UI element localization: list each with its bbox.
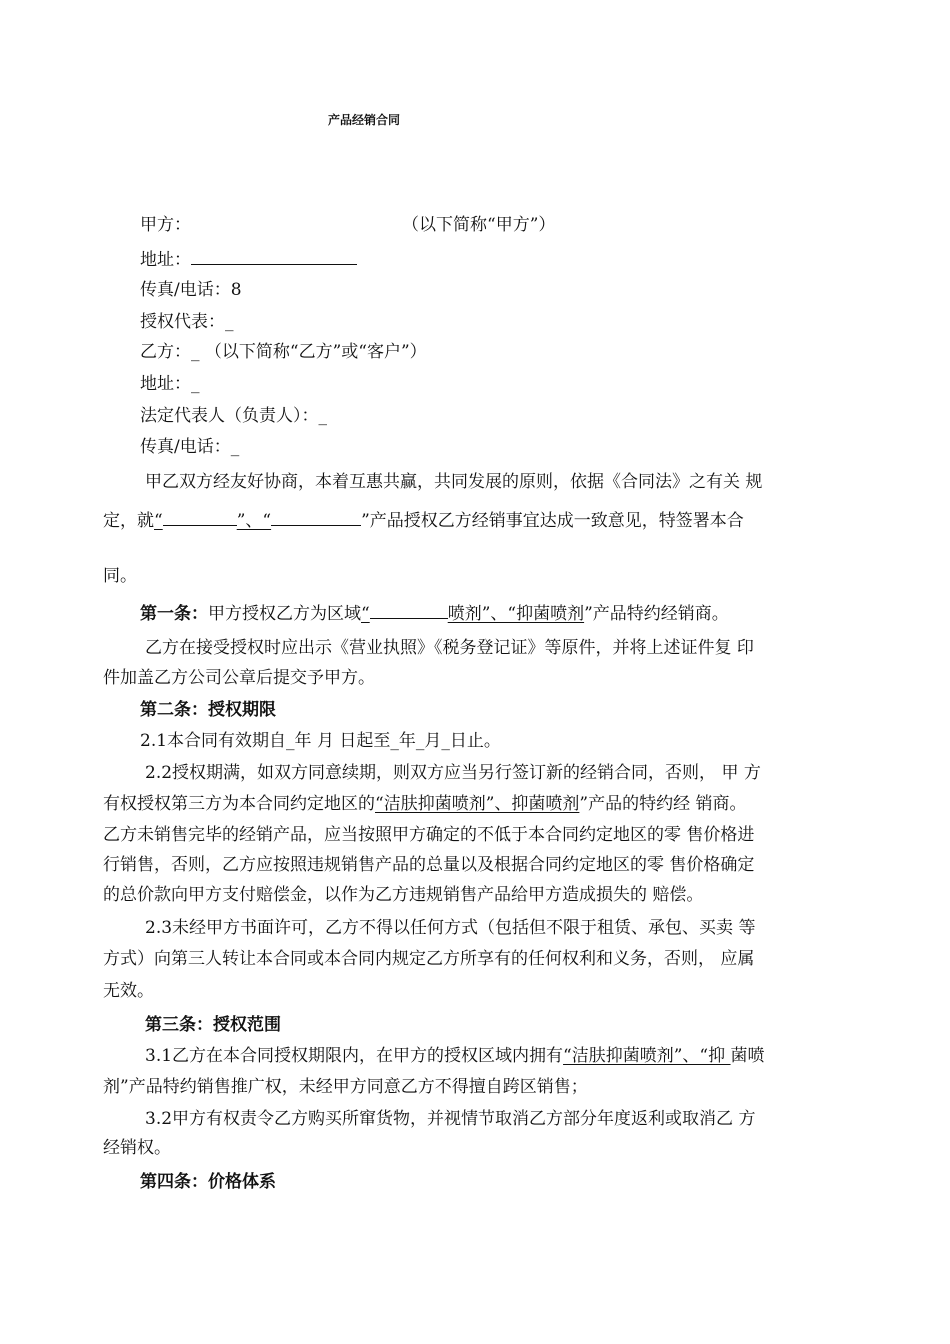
document-title: 产品经销合同: [328, 113, 401, 127]
party-a-line: [140, 215, 191, 235]
preamble-line1: 甲乙双方经友好协商，本着互惠共赢，共同发展的原则，依据《合同法》之有关 规: [145, 472, 763, 492]
clause-2-2-line2: [103, 794, 747, 814]
party-b-address: 地址：_: [140, 374, 200, 394]
party-a-label: 甲方：: [140, 215, 191, 235]
clause-2-2-text-a: 有权授权第三方为本合同约定地区的: [103, 794, 375, 814]
article-1-p2-line1: 乙方在接受授权时应出示《营业执照》《税务登记证》等原件，并将上述证件复 印: [145, 638, 754, 658]
preamble-text-b: ”产品授权乙方经销事宜达成一致意见，特签署本合: [361, 511, 744, 531]
article-1-p2-line2: 件加盖乙方公司公章后提交予甲方。: [103, 668, 375, 688]
party-b-fax: 传真/电话：_: [140, 437, 240, 457]
party-a-fax: 传真/电话：8: [140, 280, 242, 300]
party-a-rep: 授权代表：_: [140, 312, 234, 332]
clause-3-1-product: “洁肤抑菌喷剂”、“抑: [563, 1046, 731, 1066]
party-b-line: 乙方：_ （以下简称“乙方”或“客户”）: [140, 342, 427, 362]
clause-2-3-line3: 无效。: [103, 981, 154, 1001]
article-1-heading: 第一条：: [140, 604, 208, 624]
article-1-line1: [140, 604, 729, 624]
preamble-blank1: [163, 511, 237, 526]
clause-3-2-line1: 3.2甲方有权责令乙方购买所窜货物，并视情节取消乙方部分年度返利或取消乙 方: [145, 1109, 756, 1129]
clause-2-3-line2: 方式）向第三人转让本合同或本合同内规定乙方所享有的任何权利和义务，否则， 应属: [103, 949, 755, 969]
preamble-line3: 同。: [103, 566, 137, 586]
preamble-line2: [103, 511, 744, 531]
article-1-text-a: 甲方授权乙方为区域: [208, 604, 361, 624]
party-b-legal: 法定代表人（负责人）：_: [140, 406, 327, 426]
clause-2-2-product: “洁肤抑菌喷剂”、抑菌喷剂: [375, 794, 580, 814]
clause-2-2-text-b: ”产品的特约经 销商。: [579, 794, 747, 814]
clause-3-1-text-b: 菌喷: [730, 1046, 765, 1066]
clause-2-2-line4: 行销售，否则，乙方应按照违规销售产品的总量以及根据合同约定地区的零 售价格确定: [103, 855, 755, 875]
clause-2-2-line3: 乙方未销售完毕的经销产品，应当按照甲方确定的不低于本合同约定地区的零 售价格进: [103, 825, 755, 845]
clause-2-1: 2.1本合同有效期自_年 月 日起至_年_月_日止。: [140, 731, 501, 751]
preamble-quote-mid: ”、“: [236, 511, 272, 531]
article-1-blank: [370, 604, 448, 619]
party-a-address: [140, 248, 357, 270]
clause-3-1-line1: [145, 1046, 765, 1066]
party-a-alias: （以下简称“甲方”）: [402, 215, 556, 235]
clause-3-1-text-a: 3.1乙方在本合同授权期限内，在甲方的授权区域内拥有: [145, 1046, 564, 1066]
clause-2-2-line5: 的总价款向甲方支付赔偿金，以作为乙方违规销售产品给甲方造成损失的 赔偿。: [103, 885, 704, 905]
article-4-heading: 第四条：价格体系: [140, 1172, 276, 1192]
preamble-quote-open: “: [154, 511, 163, 531]
clause-2-2-line1: 2.2授权期满，如双方同意续期，则双方应当另行签订新的经销合同，否则， 甲 方: [145, 763, 761, 783]
address-blank: [191, 248, 357, 265]
article-3-heading: 第三条：授权范围: [145, 1015, 281, 1035]
clause-3-2-line2: 经销权。: [103, 1138, 171, 1158]
article-1-product: 喷剂”、“抑菌喷剂: [447, 604, 585, 624]
article-1-text-b: ”产品特约经销商。: [584, 604, 729, 624]
clause-3-1-line2: 剂”产品特约销售推广权，未经甲方同意乙方不得擅自跨区销售；: [103, 1077, 588, 1097]
article-2-heading: 第二条：授权期限: [140, 700, 276, 720]
preamble-blank2: [271, 511, 361, 526]
clause-2-3-line1: 2.3未经甲方书面许可，乙方不得以任何方式（包括但不限于租赁、承包、买卖 等: [145, 918, 756, 938]
party-a-address-label: 地址：: [140, 250, 191, 270]
article-1-quote-open: “: [361, 604, 370, 624]
preamble-text-a: 定，就: [103, 511, 154, 531]
